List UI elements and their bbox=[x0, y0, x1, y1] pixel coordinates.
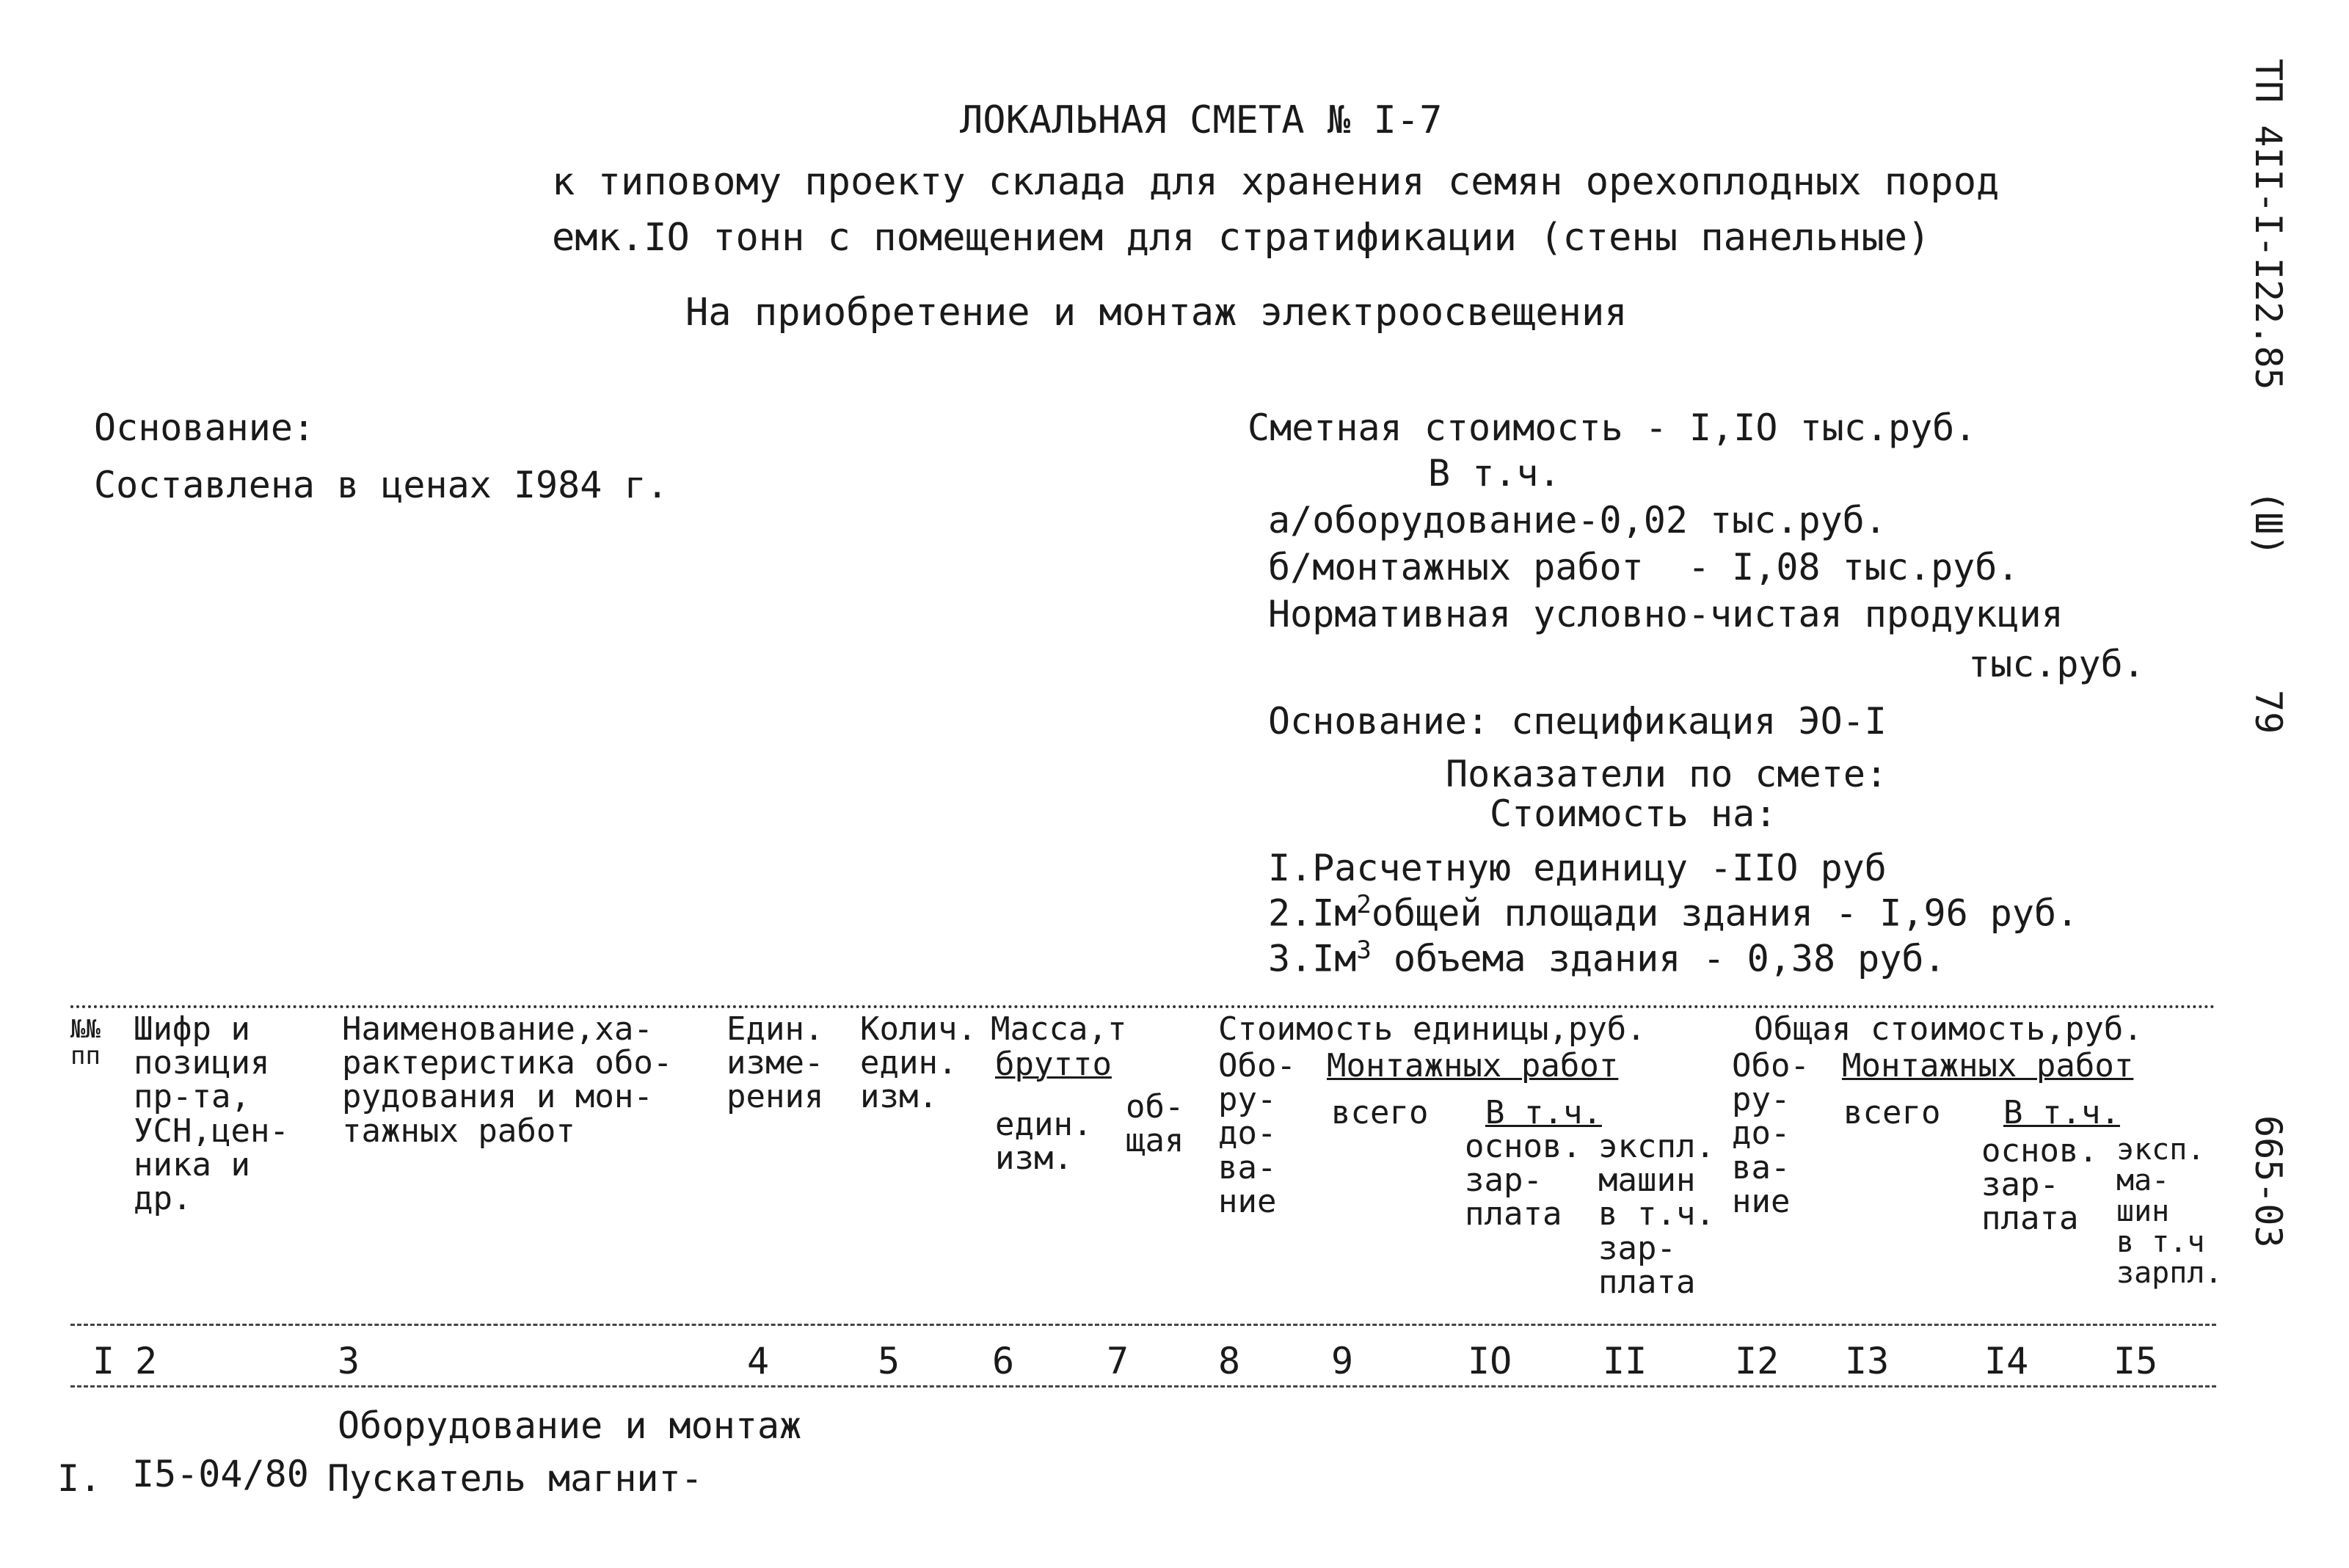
column-number-1: I bbox=[92, 1340, 115, 1382]
normative-production: Нормативная условно-чистая продукция bbox=[1268, 593, 2064, 635]
indicator-volume-cost: $3.Iм^3$ объема здания - 0,38 руб. bbox=[1268, 936, 1946, 980]
column-number-13: I3 bbox=[1845, 1340, 1890, 1382]
specification-basis: Основание: спецификация ЭО-I bbox=[1268, 700, 1887, 743]
document-title: ЛОКАЛЬНАЯ СМЕТА № I-7 bbox=[960, 98, 1443, 142]
header-including-total: В т.ч. bbox=[2003, 1094, 2120, 1131]
sheet-mark: (Ш) bbox=[2247, 490, 2290, 557]
page-number: 79 bbox=[2247, 690, 2290, 734]
column-number-12: I2 bbox=[1735, 1340, 1780, 1382]
header-mounting-unit: Монтажных работ bbox=[1327, 1047, 1619, 1084]
column-number-11: II bbox=[1603, 1340, 1647, 1382]
header-row-number: №№ пп bbox=[70, 1015, 101, 1071]
project-code: ТП 4II-I-I22.85 bbox=[2247, 59, 2290, 390]
header-total-cost: Общая стоимость,руб. bbox=[1754, 1010, 2143, 1048]
header-equipment-total: Обо- ру- до- ва- ние bbox=[1732, 1047, 1810, 1220]
header-equipment-unit: Обо- ру- до- ва- ние bbox=[1218, 1047, 1296, 1220]
column-number-6: 6 bbox=[992, 1340, 1015, 1382]
column-number-8: 8 bbox=[1218, 1340, 1241, 1382]
indicator-area-cost: $2.Iм^2общей$ площади здания - I,96 руб. bbox=[1268, 890, 2079, 935]
header-mounting-total: Монтажных работ bbox=[1842, 1047, 2134, 1084]
including-label: В т.ч. bbox=[1428, 452, 1561, 495]
indicators-label: Показатели по смете: bbox=[1446, 753, 1888, 795]
column-number-7: 7 bbox=[1107, 1340, 1129, 1382]
estimated-cost: Сметная стоимость - I,IO тыс.руб. bbox=[1248, 406, 1977, 449]
section-heading: Оборудование и монтаж bbox=[338, 1404, 802, 1447]
column-number-14: I4 bbox=[1984, 1340, 2029, 1382]
price-basis: Составлена в ценах I984 г. bbox=[94, 464, 669, 506]
header-name: Наименование,ха- рактеристика обо- рудования и мон- тажных работ bbox=[342, 1010, 673, 1150]
header-machines-total: эксп. ма- шин в т.ч зарпл. bbox=[2116, 1133, 2223, 1290]
normative-production-unit: тыс.руб. bbox=[1968, 643, 2145, 685]
header-code: Шифр и позиция пр-та, УСН,цен- ника и др. bbox=[134, 1010, 289, 1217]
equipment-cost: а/оборудование-0,02 тыс.руб. bbox=[1268, 499, 1887, 541]
header-mass: Масса,т bbox=[991, 1010, 1127, 1048]
header-total-total: всего bbox=[1843, 1094, 1941, 1131]
column-numbers-bottom-border bbox=[70, 1385, 2216, 1388]
column-number-5: 5 bbox=[878, 1340, 900, 1382]
header-machines-unit: экспл. машин в т.ч. зар- плата bbox=[1598, 1128, 1715, 1301]
header-mass-total: об- щая bbox=[1126, 1088, 1184, 1160]
header-unit: Един. изме- рения bbox=[726, 1010, 824, 1116]
table-top-border bbox=[70, 1005, 2216, 1008]
document-purpose: На приобретение и монтаж электроосвещения bbox=[685, 291, 1628, 335]
indicator-unit-cost: I.Расчетную единицу -IIO руб bbox=[1268, 847, 1887, 889]
header-unit-cost: Стоимость единицы,руб. bbox=[1218, 1010, 1646, 1048]
column-number-2: 2 bbox=[135, 1340, 158, 1382]
cost-on-label: Стоимость на: bbox=[1490, 792, 1777, 835]
column-number-15: I5 bbox=[2113, 1340, 2158, 1382]
column-number-9: 9 bbox=[1331, 1340, 1354, 1382]
header-including-unit: В т.ч. bbox=[1485, 1094, 1602, 1131]
document-subtitle-line2: емк.IO тонн с помещением для стратификации (стены панельные) bbox=[552, 216, 1931, 260]
header-brutto: брутто bbox=[995, 1046, 1112, 1083]
document-subtitle-line1: к типовому проекту склада для хранения семян орехоплодных пород bbox=[552, 160, 2000, 204]
header-base-salary-unit: основ. зар- плата bbox=[1465, 1128, 1581, 1233]
basis-label: Основание: bbox=[94, 406, 316, 449]
header-bottom-border bbox=[70, 1324, 2216, 1326]
row-code: I5-04/80 bbox=[132, 1453, 309, 1495]
stamp-code: 665-03 bbox=[2247, 1115, 2290, 1248]
row-number: I. bbox=[57, 1457, 102, 1500]
mounting-cost: б/монтажных работ - I,08 тыс.руб. bbox=[1268, 546, 2020, 588]
column-number-10: IO bbox=[1468, 1340, 1512, 1382]
column-number-4: 4 bbox=[747, 1340, 770, 1382]
header-mass-unit: един. изм. bbox=[995, 1106, 1093, 1178]
header-total-unit: всего bbox=[1331, 1094, 1429, 1131]
header-quantity: Колич. един. изм. bbox=[860, 1010, 977, 1116]
row-name: Пускатель магнит- bbox=[327, 1457, 703, 1500]
column-number-3: 3 bbox=[338, 1340, 360, 1382]
header-base-salary-total: основ. зар- плата bbox=[1981, 1132, 2098, 1238]
